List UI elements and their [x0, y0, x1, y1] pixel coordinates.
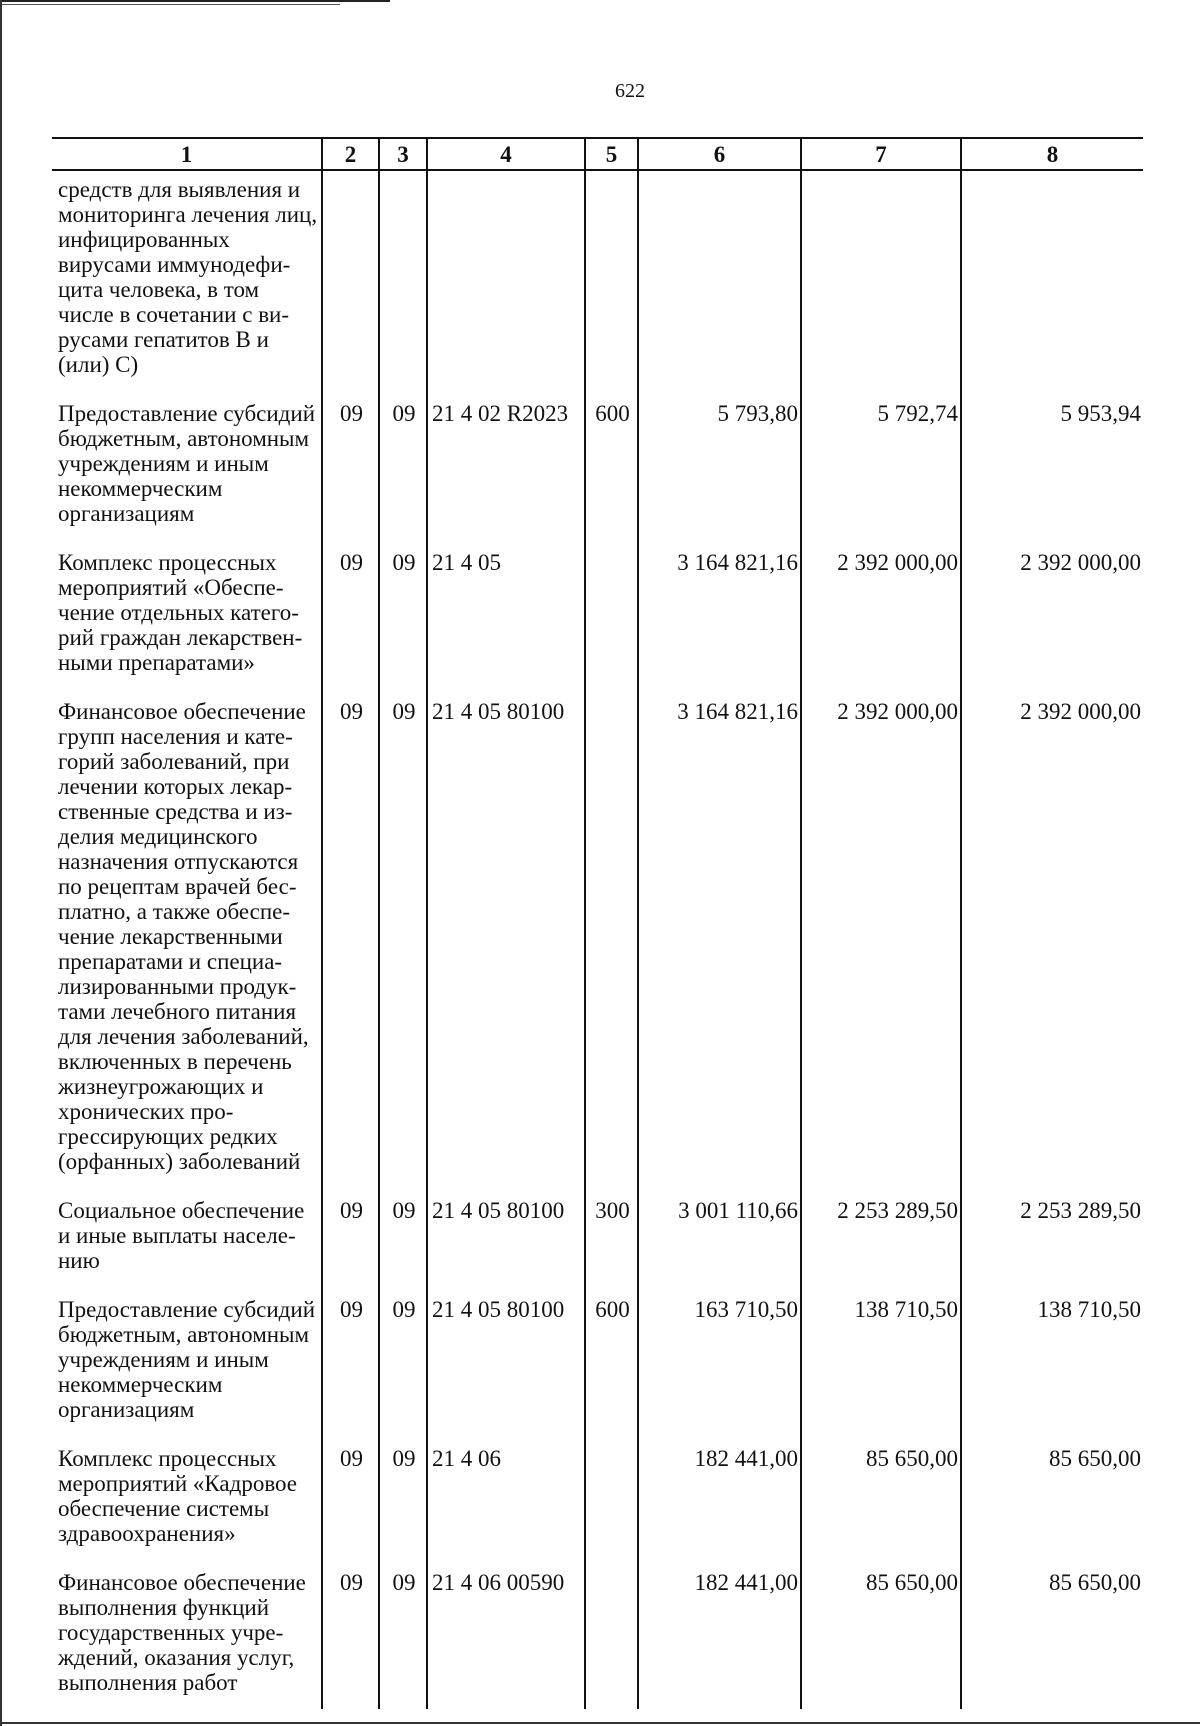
scan-edge-bottom [0, 1722, 1200, 1724]
csr-cell: 21 4 05 80100 [427, 1188, 585, 1287]
vr-cell [585, 1560, 638, 1709]
vr-cell: 300 [585, 1188, 638, 1287]
table-row [52, 540, 1143, 689]
year3-amount-cell: 2 253 289,50 [961, 1188, 1143, 1287]
row-name-cell: Предоставление субсидий бюджетным, автономным учреждениям и иным некоммерческим организациям [58, 401, 315, 526]
row-name-cell: Предоставление субсидий бюджетным, автономным учреждениям и иным некоммерческим организациям [58, 1297, 315, 1422]
rz-cell: 09 [322, 1188, 379, 1287]
column-header: 3 [379, 138, 427, 170]
rz-cell: 09 [322, 391, 379, 540]
row-name-cell: средств для выявления и мониторинга лечения лиц, инфицированных вирусами иммунодефицита человека, в том числе в сочетании с вирусами гепатитов В и (или) С) [58, 177, 318, 377]
year1-amount-cell: 3 164 821,16 [638, 540, 801, 689]
year3-amount-cell [961, 170, 1143, 391]
year1-amount-cell: 5 793,80 [638, 391, 801, 540]
vr-cell: 600 [585, 1287, 638, 1436]
column-header: 6 [638, 138, 801, 170]
vr-cell [585, 689, 638, 1188]
rz-cell [322, 170, 379, 391]
csr-cell: 21 4 05 80100 [427, 689, 585, 1188]
column-header: 5 [585, 138, 638, 170]
column-header: 4 [427, 138, 585, 170]
year2-amount-cell: 2 392 000,00 [801, 689, 961, 1188]
vr-cell [585, 170, 638, 391]
year2-amount-cell: 85 650,00 [801, 1560, 961, 1709]
year1-amount-cell: 182 441,00 [638, 1560, 801, 1709]
year3-amount-cell: 85 650,00 [961, 1560, 1143, 1709]
year1-amount-cell: 3 164 821,16 [638, 689, 801, 1188]
csr-cell: 21 4 05 [427, 540, 585, 689]
rz-cell: 09 [322, 540, 379, 689]
column-header: 1 [52, 138, 322, 170]
csr-cell: 21 4 06 00590 [427, 1560, 585, 1709]
column-header: 7 [801, 138, 961, 170]
header-row [52, 138, 1143, 170]
year2-amount-cell [801, 170, 961, 391]
year1-amount-cell: 163 710,50 [638, 1287, 801, 1436]
pr-cell: 09 [379, 689, 427, 1188]
row-name-cell: Комплекс процессных мероприятий «Кадровое обеспечение системы здравоохранения» [58, 1446, 298, 1546]
pr-cell [379, 170, 427, 391]
pr-cell: 09 [379, 540, 427, 689]
table-body [52, 170, 1143, 1709]
year3-amount-cell: 2 392 000,00 [961, 540, 1143, 689]
year2-amount-cell: 85 650,00 [801, 1436, 961, 1560]
year3-amount-cell: 85 650,00 [961, 1436, 1143, 1560]
column-header: 2 [322, 138, 379, 170]
rz-cell: 09 [322, 689, 379, 1188]
csr-cell: 21 4 06 [427, 1436, 585, 1560]
table-row [52, 1436, 1143, 1560]
year3-amount-cell: 138 710,50 [961, 1287, 1143, 1436]
year3-amount-cell: 5 953,94 [961, 391, 1143, 540]
table-row [52, 391, 1143, 540]
row-name-cell: Комплекс процессных мероприятий «Обеспечение отдельных категорий граждан лекарственными препаратами» [58, 550, 303, 675]
pr-cell: 09 [379, 1436, 427, 1560]
year1-amount-cell [638, 170, 801, 391]
csr-cell: 21 4 02 R2023 [427, 391, 585, 540]
table-row [52, 1287, 1143, 1436]
scan-edge-top-2 [0, 4, 340, 5]
year2-amount-cell: 5 792,74 [801, 391, 961, 540]
table-row [52, 1560, 1143, 1709]
pr-cell: 09 [379, 1287, 427, 1436]
year1-amount-cell: 3 001 110,66 [638, 1188, 801, 1287]
page-number: 622 [615, 80, 645, 102]
pr-cell: 09 [379, 391, 427, 540]
rz-cell: 09 [322, 1560, 379, 1709]
pr-cell: 09 [379, 1560, 427, 1709]
table-header [52, 138, 1143, 170]
row-name-cell: Финансовое обеспечение групп населения и категорий заболеваний, при лечении которых лекарственные средства и изделия медицинского назначения отпускаются по рецептам врачей бесплатно, а также обеспечение лекарственными препаратами и специализированными продуктами лечебного питания для лечения заболеваний, включенных в перечень жизнеугрожающих и хронических прогрессирующих редких (орфанных) заболеваний [58, 699, 309, 1174]
scan-edge-left [0, 0, 2, 1726]
column-header: 8 [961, 138, 1143, 170]
scan-edge-top [0, 0, 390, 2]
year2-amount-cell: 138 710,50 [801, 1287, 961, 1436]
year3-amount-cell: 2 392 000,00 [961, 689, 1143, 1188]
table-row [52, 689, 1143, 1188]
pr-cell: 09 [379, 1188, 427, 1287]
table-row [52, 1188, 1143, 1287]
table-row [52, 170, 1143, 391]
year2-amount-cell: 2 253 289,50 [801, 1188, 961, 1287]
year1-amount-cell: 182 441,00 [638, 1436, 801, 1560]
csr-cell: 21 4 05 80100 [427, 1287, 585, 1436]
rz-cell: 09 [322, 1287, 379, 1436]
csr-cell [427, 170, 585, 391]
vr-cell [585, 540, 638, 689]
budget-table [52, 137, 1143, 1709]
vr-cell: 600 [585, 391, 638, 540]
vr-cell [585, 1436, 638, 1560]
row-name-cell: Финансовое обеспечение выполнения функций государственных учреждений, оказания услуг, выполнения работ [58, 1570, 306, 1695]
year2-amount-cell: 2 392 000,00 [801, 540, 961, 689]
rz-cell: 09 [322, 1436, 379, 1560]
row-name-cell: Социальное обеспечение и иные выплаты населению [58, 1198, 305, 1273]
